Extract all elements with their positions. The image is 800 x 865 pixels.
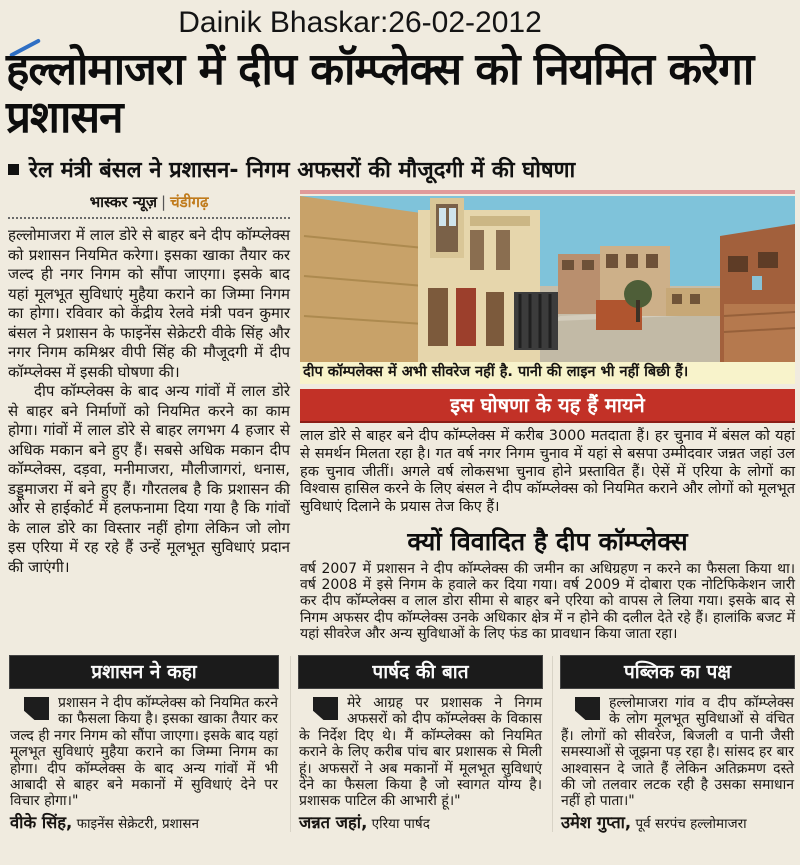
quote-mark-icon <box>575 697 600 720</box>
quote-mark-icon <box>24 697 49 720</box>
meaning-box-body: लाल डोरे से बाहर बने दीप कॉम्प्लेक्स में करीब 3000 मतदाता हैं। हर चुनाव में बंसल को यहां से समर्थन मिलता रहा है। गत वर्ष नगर निगम चुनाव में यहां से बसपा उम्मीदवार जन्नत जहां उल हक चुनाव जीतीं। अगले वर्ष लोकसभा चुनाव होने प्रस्तावित हैं। ऐसें में एरिया के लोगों का विश्वास हासिल करने के लिए बंसल ने दीप कॉम्प्लेक्स को नियमित कराने और लोगों को मूलभूत सुविधाएं दिलाने के प्रयास तेज किए हैं। <box>300 428 795 516</box>
byline-agency: भास्कर न्यूज़ <box>89 193 157 211</box>
byline-separator: | <box>161 193 167 211</box>
right-article-column <box>300 190 795 642</box>
source-date-line: Dainik Bhaskar:26-02-2012 <box>178 6 542 39</box>
quote-attribution <box>299 813 542 833</box>
sub-headline: रेल मंत्री बंसल ने प्रशासन- निगम अफसरों की मौजूदगी में की घोषणा <box>29 158 576 183</box>
left-article-column <box>8 192 290 577</box>
main-headline: हल्लोमाजरा में दीप कॉम्प्लेक्स को नियमित करेगा प्रशासन <box>6 44 754 144</box>
byline <box>8 192 290 215</box>
quote-column-header: प्रशासन ने कहा <box>10 656 278 688</box>
photo-caption: दीप कॉम्पलेक्स में अभी सीवरेज नहीं है. पानी की लाइन भी नहीं बिछी हैं। <box>300 362 795 384</box>
sub-headline-row <box>8 154 796 184</box>
quote-mark-icon <box>313 697 338 720</box>
article-paragraph-2: दीप कॉम्प्लेक्स के बाद अन्य गांवों में लाल डोरे से बाहर बने निर्माणों को नियमित करने का काम होगा। गांवों में लाल डोरे से बाहर लगभग 4 हजार से अधिक मकान बने हुए हैं। सबसे अधिक मकान दीप कॉम्प्लेक्स, दड़वा, मनीमाजरा, मौलीजागरां, धनास, डड्डूमाजरा में बने हुए हैं। गौरतलब है कि प्रशासन की ओर से हाईकोर्ट में हलफनामा दिया गया है कि गांवों के लाल डोरे का विस्तार नहीं होगा लेकिन जो लोग इस एरिया में रह रहे हैं उन्हें मूलभूत सुविधाएं प्रदान की जाएंगी। <box>8 382 290 576</box>
quote-text <box>299 695 542 810</box>
dispute-section-body: वर्ष 2007 में प्रशासन ने दीप कॉम्प्लेक्स की जमीन का अधिग्रहण न करने का फैसला किया था। वर्ष 2008 में इसे निगम के हवाले कर दिया गया। वर्ष 2009 में दोबारा एक नोटिफिकेशन जारी कर दीप कॉम्प्लेक्स व लाल डोरा सीमा से बाहर बने एरिया को वापस ले लिया गया। इसके बाद से निगम अफसर दीप कॉम्प्लेक्स उनके अधिकार क्षेत्र में न होने की दलील देते रहे हैं। हालांकि बजट में यहां सीवरेज और अन्य सुविधाओं के लिए फंड का प्रावधान किया जाता रहा। <box>300 560 795 642</box>
article-paragraph-1: हल्लोमाजरा में लाल डोरे से बाहर बने दीप कॉम्प्लेक्स को प्रशासन नियमित करेगा। इसका खाका तैयार कर जल्द ही नगर निगम को सौंपा जाएगा। इसके बाद यहां मूलभूत सुविधाएं मुहैया कराने का जिम्मा निगम का होगा। रविवार को केंद्रीय रेलवे मंत्री पवन कुमार बंसल ने प्रशासन के फाइनेंस सेक्रेटरी वीके सिंह और नगर निगम कमिश्नर वीपी सिंह की मौजूदगी में दीप कॉम्प्लेक्स में इसकी घोषणा की। <box>8 226 290 381</box>
quote-author-name: वीके सिंह, <box>10 812 73 832</box>
quote-attribution <box>561 813 794 833</box>
quote-body-text: मेरे आग्रह पर प्रशासक ने निगम अफसरों को दीप कॉम्प्लेक्स के विकास के निर्देश दिए थे। मैं कॉम्प्लेक्स को नियमित कराने के लिए करीब पांच बार प्रशासक से मिली हूं। अफसरों ने अब मकानों में मूलभूत सुविधाएं देने का फैसला किया है जो स्वागत योग्य है। प्रशासक पाटिल की आभारी हूं।" <box>299 695 542 810</box>
quote-column-header: पार्षद की बात <box>299 656 542 688</box>
quote-text <box>10 695 278 810</box>
quote-attribution <box>10 813 278 833</box>
meaning-box-header: इस घोषणा के यह हैं मायने <box>300 389 795 423</box>
quote-column-public <box>552 656 794 832</box>
photo-top-rule <box>300 190 795 194</box>
quote-text <box>561 695 794 810</box>
quote-body-text: प्रशासन ने दीप कॉम्प्लेक्स को नियमित करने का फैसला किया है। इसका खाका तैयार कर जल्द ही नगर निगम को सौंपा जाएगा। इसके बाद यहां मूलभूत सुविधाएं मुहैया कराने का जिम्मा निगम का होगा। दीप कॉम्प्लेक्स के बाद अन्य गांवों में भी आबादी से बाहर बने मकानों में सुविधाएं देने पर विचार होगा।" <box>10 695 278 810</box>
quote-body-text: हल्लोमाजरा गांव व दीप कॉम्प्लेक्स के लोग मूलभूत सुविधाओं से वंचित हैं। लोगों को सीवरेज, बिजली व पानी जैसी समस्याओं से जूझना पड़ रहा है। सांसद हर बार आश्वासन दे जाते हैं लेकिन अतिक्रमण दस्ते की जो तलवार लटक रही है उसका समाधान नहीं हो पाता।" <box>561 695 794 810</box>
byline-city: चंडीगढ़ <box>170 193 209 211</box>
dispute-section-title: क्यों विवादित है दीप कॉम्प्लेक्स <box>407 526 688 556</box>
quote-author-name: जन्नत जहां, <box>299 812 368 832</box>
quote-author-role: फाइनेंस सेक्रेटरी, प्रशासन <box>72 815 199 832</box>
quote-column-administration <box>10 656 278 832</box>
quote-column-header: पब्लिक का पक्ष <box>561 656 794 688</box>
quote-column-councillor <box>290 656 542 832</box>
dotted-divider <box>8 217 290 219</box>
street-photo <box>300 196 795 362</box>
square-bullet-icon <box>8 164 19 175</box>
quote-author-role: पूर्व सरपंच हल्लोमाजरा <box>631 815 747 832</box>
quote-author-role: एरिया पार्षद <box>367 815 430 832</box>
quote-author-name: उमेश गुप्ता, <box>561 812 632 832</box>
